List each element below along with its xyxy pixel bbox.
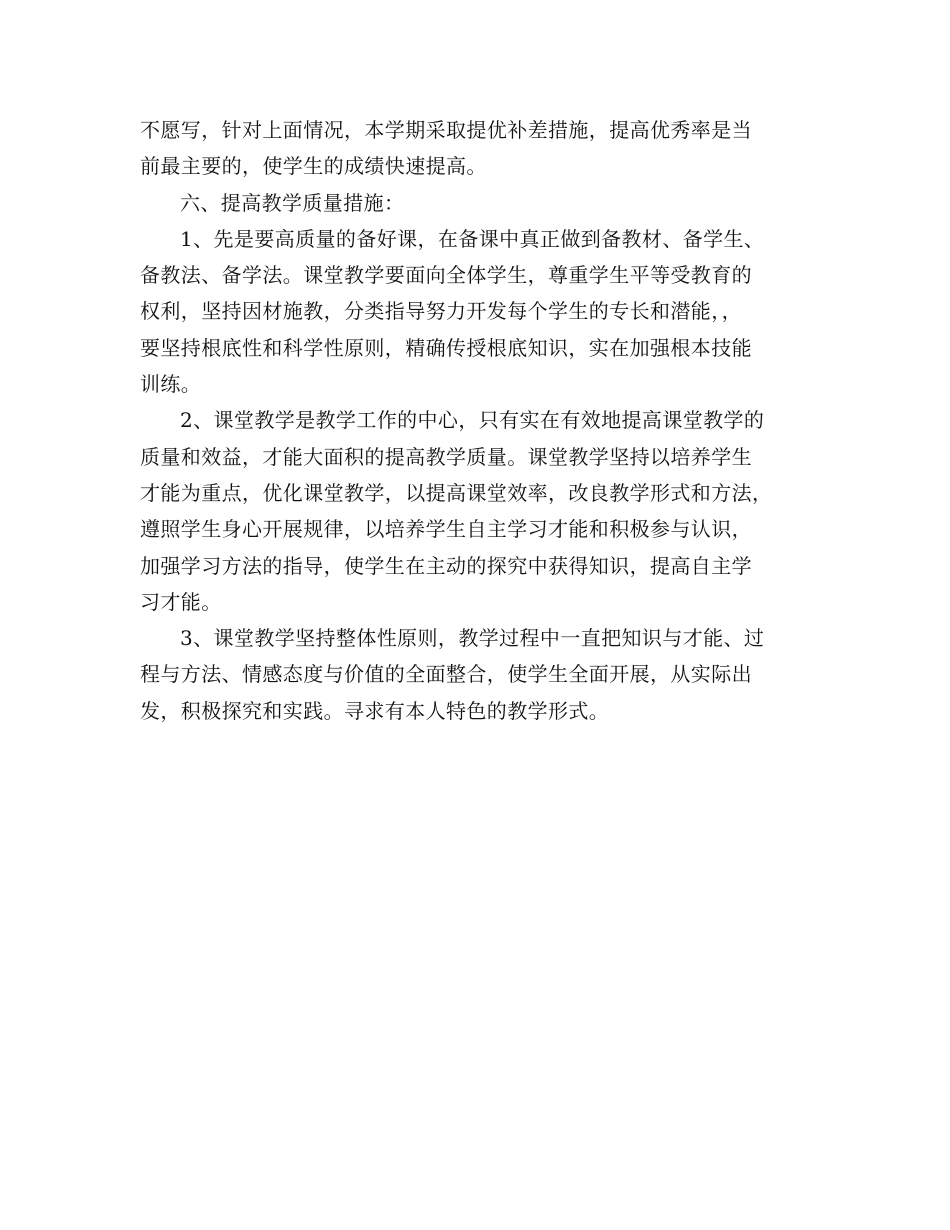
paragraph-item-1 (140, 221, 830, 402)
paragraph-continuation (140, 112, 830, 185)
text-line: 2、课堂教学是教学工作的中心，只有实在有效地提高课堂教学的 (180, 408, 765, 433)
paragraph-item-3 (140, 620, 830, 729)
paragraph-item-2 (140, 402, 830, 620)
text-line: 程与方法、情感态度与价值的全面整合，使学生全面开展，从实际出 (140, 662, 752, 687)
text-line: 质量和效益，才能大面积的提高教学质量。课堂教学坚持以培养学生 (140, 444, 752, 469)
document-body (140, 112, 830, 729)
text-line: 六、提高教学质量措施： (180, 190, 405, 215)
text-line: 加强学习方法的指导，使学生在主动的探究中获得知识，提高自主学 (140, 553, 752, 578)
text-line: 训练。 (140, 372, 202, 397)
text-line: 3、课堂教学坚持整体性原则，教学过程中一直把知识与才能、过 (180, 626, 765, 651)
text-line: 1、先是要高质量的备好课，在备课中真正做到备教材、备学生、 (180, 226, 765, 251)
text-line: 要坚持根底性和科学性原则，精确传授根底知识，实在加强根本技能 (140, 335, 752, 360)
text-line: 遵照学生身心开展规律，以培养学生自主学习才能和积极参与认识， (140, 517, 752, 542)
text-line: 备教法、备学法。课堂教学要面向全体学生，尊重学生平等受教育的 (140, 263, 752, 288)
text-line: 才能为重点，优化课堂教学，以提高课堂效率，改良教学形式和方法， (140, 480, 773, 505)
section-heading-six (140, 185, 830, 221)
text-line: 权利，坚持因材施教，分类指导努力开发每个学生的专长和潜能，， (140, 299, 742, 324)
text-line: 发，积极探究和实践。寻求有本人特色的教学形式。 (140, 698, 610, 723)
text-line: 习才能。 (140, 589, 222, 614)
text-line: 前最主要的，使学生的成绩快速提高。 (140, 154, 487, 179)
text-line: 不愿写，针对上面情况，本学期采取提优补差措施，提高优秀率是当 (140, 118, 752, 142)
